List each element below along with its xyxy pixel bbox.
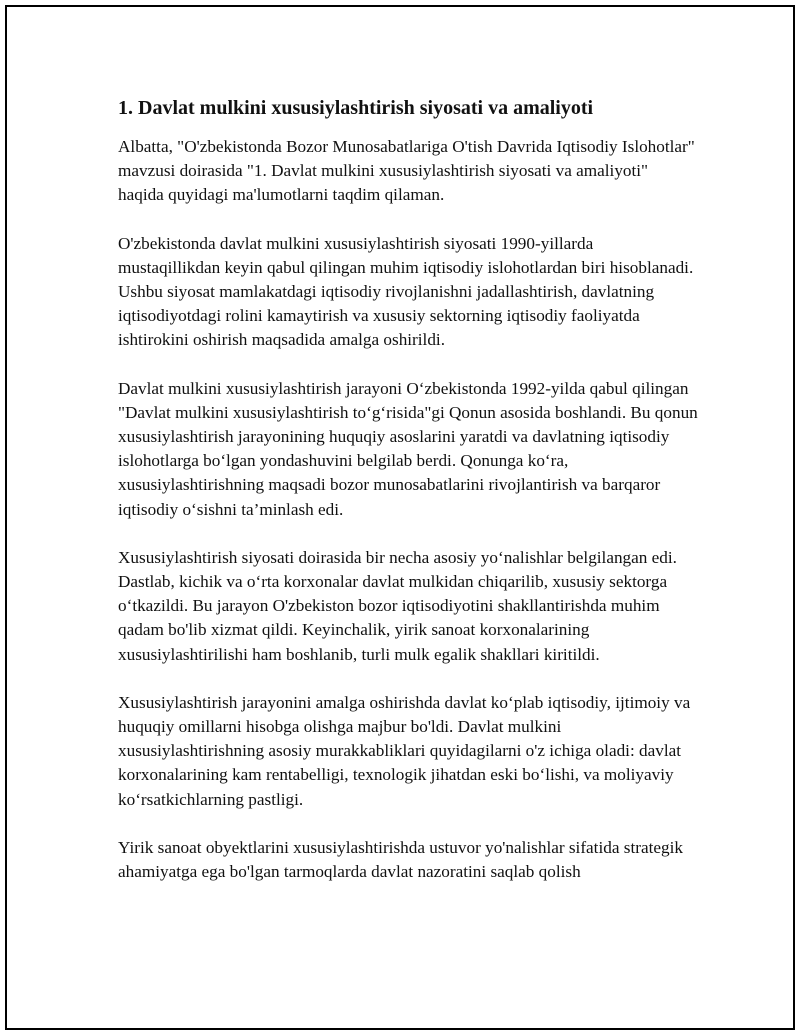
document-page	[5, 5, 795, 1030]
paragraph-policy-overview: O'zbekistonda davlat mulkini xususiylashtirish siyosati 1990-yillarda mustaqillikdan keyin qabul qilingan muhim iqtisodiy islohotlardan biri hisoblanadi. Ushbu siyosat mamlakatdagi iqtisodiy rivojlanishni jadallashtirish, davlatning iqtisodiyotdagi rolini kamaytirish va xususiy sektorning iqtisodiy faoliyatda ishtirokini oshirish maqsadida amalga oshirildi.	[118, 233, 694, 350]
paragraph-intro: Albatta, "O'zbekistonda Bozor Munosabatlariga O'tish Davrida Iqtisodiy Islohotlar" mavzusi doirasida "1. Davlat mulkini xususiylashtirish siyosati va amaliyoti" haqida quyidagi ma'lumotlarni taqdim qilaman.	[118, 137, 695, 205]
paragraph-main-directions: Xususiylashtirish siyosati doirasida bir necha asosiy yo‘nalishlar belgilangan edi. Dastlab, kichik va o‘rta korxonalar davlat mulkidan chiqarilib, xususiy sektorga o‘tkazildi. Bu jarayon O'zbekiston bozor iqtisodiyotini shakllantirishda muhim qadam bo'lib xizmat qildi. Keyinchalik, yirik sanoat korxonalarining xususiylashtirilishi ham boshlanib, turli mulk egalik shakllari kiritildi.	[118, 547, 677, 664]
paragraph-large-industry: Yirik sanoat obyektlarini xususiylashtirishda ustuvor yo'nalishlar sifatida strategik ahamiyatga ega bo'lgan tarmoqlarda davlat nazoratini saqlab qolish	[118, 837, 683, 882]
document-body	[118, 95, 698, 908]
document-title: 1. Davlat mulkini xususiylashtirish siyosati va amaliyoti	[118, 97, 594, 119]
paragraph-complexities: Xususiylashtirish jarayonini amalga oshirishda davlat ko‘plab iqtisodiy, ijtimoiy va huquqiy omillarni hisobga olishga majbur bo'ldi. Davlat mulkini xususiylashtirishning asosiy murakkabliklari quyidagilarni o'z ichiga oladi: davlat korxonalarining kam rentabelligi, texnologik jihatdan eski bo‘lishi, va moliyaviy ko‘rsatkichlarning pastligi.	[118, 692, 691, 809]
paragraph-privatization-law: Davlat mulkini xususiylashtirish jarayoni O‘zbekistonda 1992-yilda qabul qilingan "Davlat mulkini xususiylashtirish to‘g‘risida"gi Qonun asosida boshlandi. Bu qonun xususiylashtirish jarayonining huquqiy asoslarini yaratdi va davlatning iqtisodiy islohotlarga bo‘lgan yondashuvini belgilab berdi. Qonunga ko‘ra, xususiylashtirishning maqsadi bozor munosabatlarini rivojlantirish va barqaror iqtisodiy o‘sishni ta’minlash edi.	[118, 378, 698, 519]
